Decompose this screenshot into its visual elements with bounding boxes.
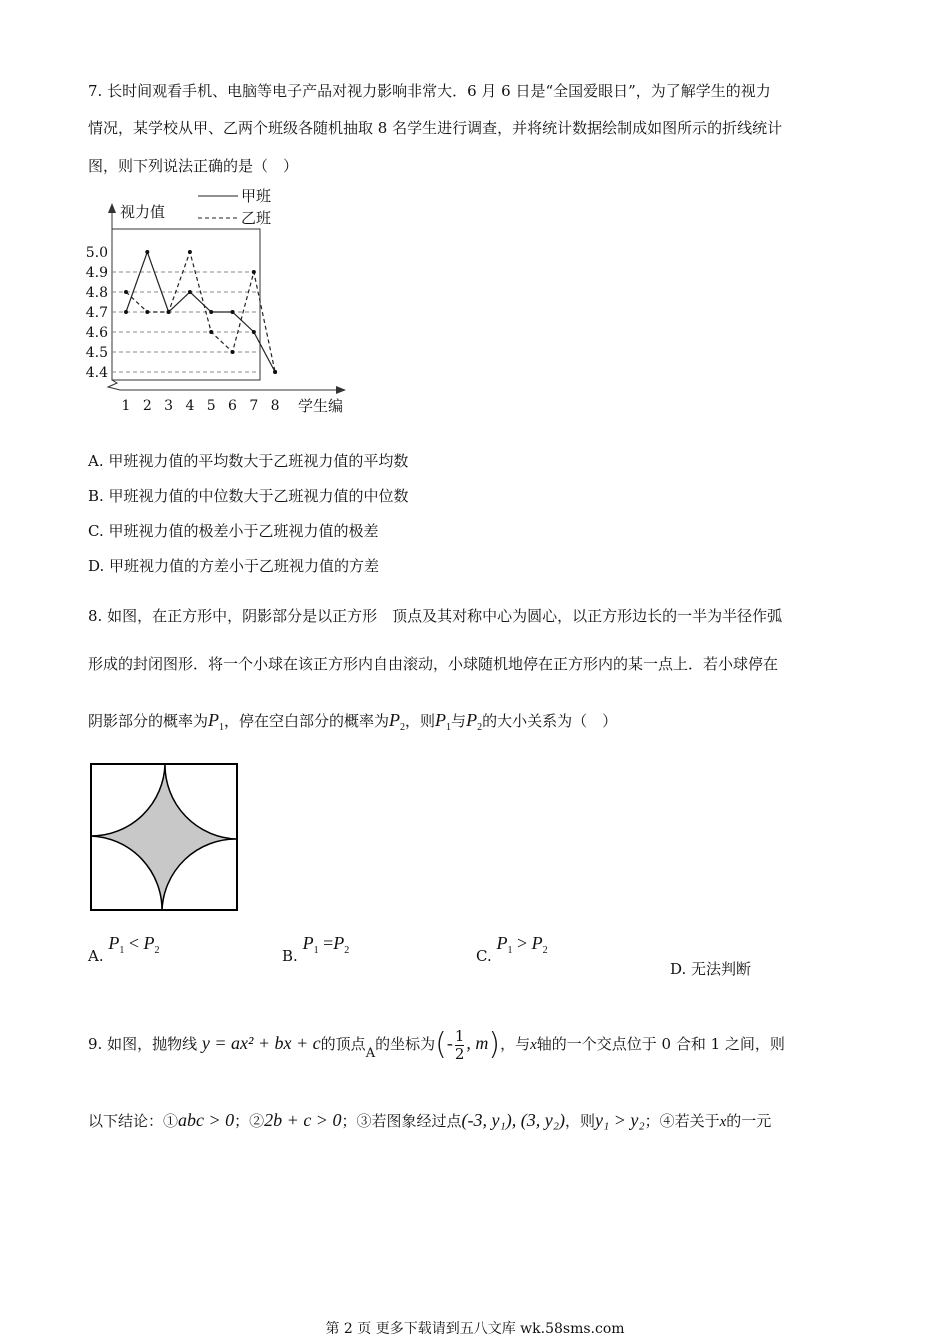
x-tick-label: 5 — [206, 398, 216, 414]
data-point — [124, 310, 128, 314]
data-point — [252, 270, 256, 274]
q8-line-3: 阴影部分的概率为$P_1$，停在空白部分的概率为$P_2$，则$P_1$与$P_2$的大小关系为（ ） — [88, 710, 618, 733]
y-tick-label: 4.9 — [85, 265, 108, 281]
q8-option-a: A. $P_1 < P_2$ — [88, 933, 160, 965]
data-point — [188, 290, 192, 294]
y-tick-label: 4.5 — [85, 345, 108, 361]
y-axis-arrow — [108, 203, 116, 213]
data-point — [252, 330, 256, 334]
q9-line-2: 以下结论：①abc > 0；②2b + c > 0；③若图象经过点(-3, y₁), (3, y₂)，则y₁ > y₂；④若关于x的一元 — [88, 1110, 772, 1130]
data-point — [167, 310, 171, 314]
data-point — [231, 350, 235, 354]
data-point — [188, 250, 192, 254]
q7-line-2: 情况，某学校从甲、乙两个班级各随机抽取 8 名学生进行调查，并将统计数据绘制成如图所示的折线统计 — [88, 119, 783, 137]
x-tick-label: 1 — [121, 398, 131, 414]
y-tick-label: 4.4 — [85, 365, 108, 381]
legend-label-2: 乙班 — [241, 209, 272, 227]
q8-option-c: C. $P_1 > P_2$ — [476, 933, 548, 965]
x-axis-arrow — [336, 386, 346, 394]
q8-line-2: 形成的封闭图形．将一个小球在该正方形内自由滚动，小球随机地停在正方形内的某一点上．若小球停在 — [88, 655, 779, 673]
data-point — [124, 290, 128, 294]
x-tick-label: 3 — [164, 398, 174, 414]
conclusion-3: y₁ > y₂ — [594, 1110, 645, 1130]
conclusion-2: 2b + c > 0 — [264, 1110, 342, 1130]
q7-line-3: 图，则下列说法正确的是（ ） — [88, 157, 299, 175]
square-arc-figure — [90, 763, 240, 913]
q8-line-1: 8. 如图，在正方形中，阴影部分是以正方形 顶点及其对称中心为圆心，以正方形边长的一半为半径作弧 — [88, 607, 783, 625]
y-tick-label: 4.8 — [85, 285, 108, 301]
y-axis-label: 视力值 — [120, 203, 166, 221]
plot-frame — [112, 229, 260, 380]
y-tick-label: 4.6 — [85, 325, 108, 341]
q8-option-b: B. $P_1 =P_2$ — [282, 933, 350, 965]
x-axis-label: 学生编 — [298, 397, 344, 415]
data-point — [145, 310, 149, 314]
x-tick-label: 6 — [228, 398, 237, 414]
q7-option-d: D. 甲班视力值的方差小于乙班视力值的方差 — [88, 557, 380, 575]
x-tick-label: 8 — [270, 398, 280, 414]
data-point — [145, 250, 149, 254]
data-point — [209, 310, 213, 314]
axis-break — [108, 380, 120, 390]
data-point — [209, 330, 213, 334]
x-tick-label: 4 — [185, 398, 195, 414]
q9-line-1: 9. 如图，抛物线 y = ax² + bx + c的顶点A的坐标为(- $\frac{1}{2}$ , m)，与x轴的一个交点位于 0 合和 1 之间，则 — [88, 1020, 785, 1070]
vertex-coordinate: ( — [435, 1027, 447, 1062]
q7-option-a: A. 甲班视力值的平均数大于乙班视力值的平均数 — [88, 452, 409, 470]
points-expression: (-3, y₁), (3, y₂) — [461, 1110, 565, 1130]
conclusion-1: abc > 0 — [178, 1110, 235, 1130]
y-tick-label: 4.7 — [85, 305, 108, 321]
q7-option-b: B. 甲班视力值的中位数大于乙班视力值的中位数 — [88, 487, 409, 505]
parabola-equation: y = ax² + bx + c — [201, 1033, 321, 1053]
x-tick-label: 7 — [249, 398, 259, 414]
x-tick-label: 2 — [142, 398, 152, 414]
q7-line-1: 7. 长时间观看手机、电脑等电子产品对视力影响非常大．6 月 6 日是“全国爱眼日”，为了解学生的视力 — [88, 82, 771, 100]
shaded-region — [91, 764, 237, 911]
data-point — [273, 370, 277, 374]
data-point — [231, 310, 235, 314]
legend-label-1: 甲班 — [241, 187, 272, 205]
y-tick-label: 5.0 — [85, 245, 108, 261]
p1-symbol: $P_1$ — [208, 710, 225, 733]
q8-option-d: D. 无法判断 — [670, 960, 752, 978]
q7-option-c: C. 甲班视力值的极差小于乙班视力值的极差 — [88, 522, 379, 540]
page-footer: 第 2 页 更多下载请到五八文库 wk.58sms.com — [325, 1321, 625, 1337]
vision-line-chart — [80, 185, 370, 420]
p2-symbol: $P_2$ — [389, 710, 406, 733]
